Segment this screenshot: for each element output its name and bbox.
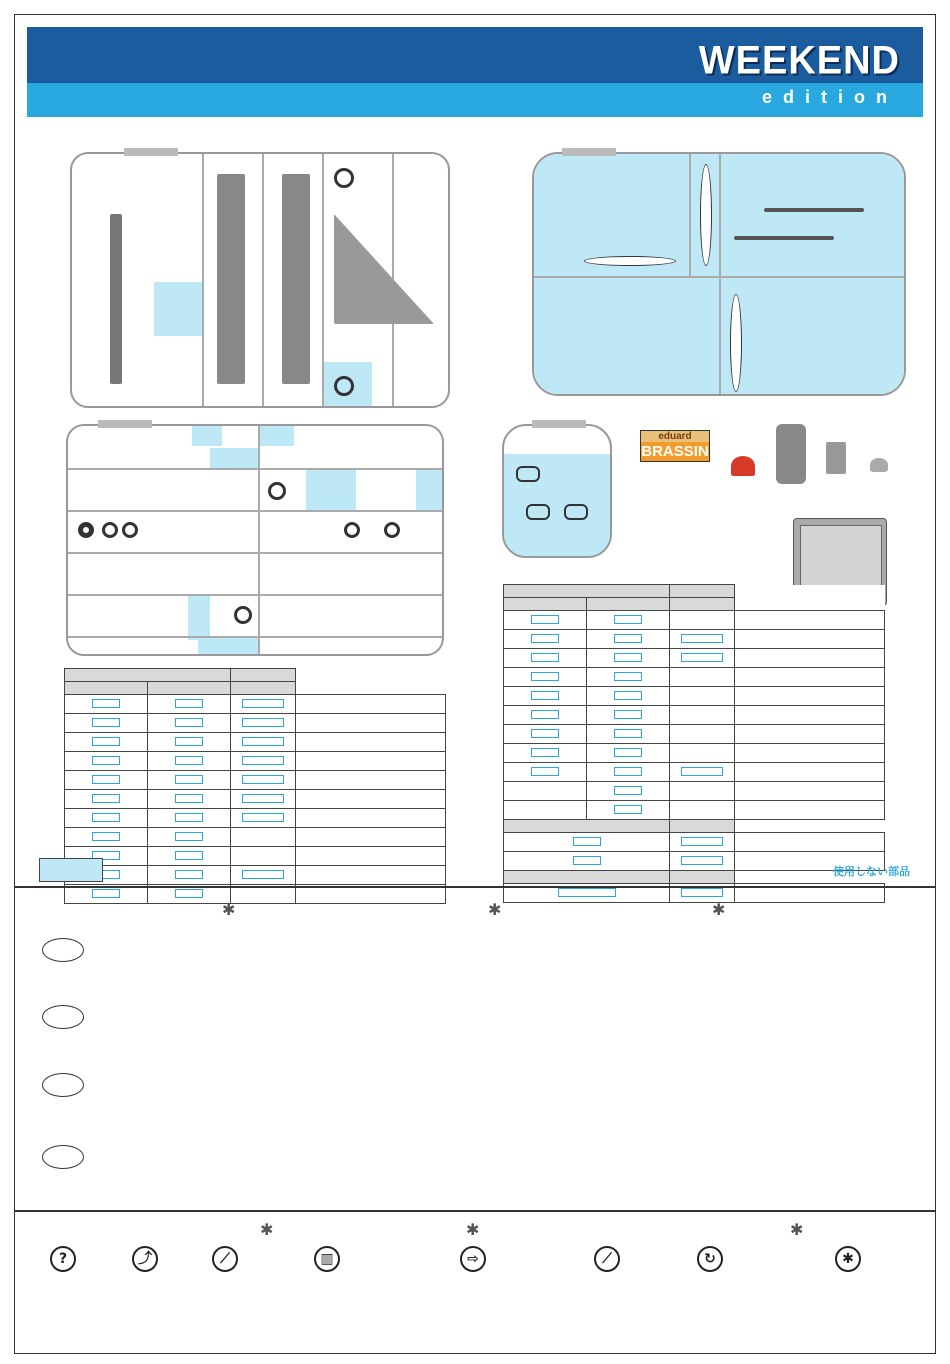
unused-parts-label: 使用しない部品: [833, 865, 910, 878]
sprue-b-tab: [562, 148, 616, 156]
help-icon: ?: [50, 1246, 76, 1272]
asterisk-icon: ✱: [222, 902, 236, 919]
cut-icon: ⟋: [212, 1246, 238, 1272]
sprue-a-tab: [124, 148, 178, 156]
resin-part-dome: [870, 458, 888, 472]
language-oval-4: [42, 1145, 84, 1169]
divider-1: [14, 886, 936, 888]
parts-table-right: [503, 584, 885, 903]
asterisk-icon: ✱: [466, 1222, 480, 1239]
sprue-a: [70, 152, 450, 408]
resin-part-red: [731, 456, 755, 476]
sand-icon: ▥: [314, 1246, 340, 1272]
brassin-logo: [640, 430, 710, 462]
reverse-icon: ⇨: [460, 1246, 486, 1272]
asterisk-icon: ✱: [790, 1222, 804, 1239]
divider-2: [14, 1210, 936, 1212]
language-oval-2: [42, 1005, 84, 1029]
language-oval-1: [42, 938, 84, 962]
logo-edition: edition: [762, 87, 898, 107]
knife-icon: ⟋: [594, 1246, 620, 1272]
brassin-bottom: BRASSIN: [641, 443, 709, 460]
bend-icon: ⤴: [132, 1246, 158, 1272]
unused-parts-swatch: [39, 858, 103, 882]
logo-weekend: WEEKEND: [698, 38, 900, 84]
asterisk-icon: ✱: [712, 902, 726, 919]
sprue-c-tab: [98, 420, 152, 428]
sprue-d-tab: [532, 420, 586, 428]
rotate-icon: ↻: [697, 1246, 723, 1272]
sprue-d: [502, 424, 612, 558]
resin-part-panel: [826, 442, 846, 474]
asterisk-icon: ✱: [488, 902, 502, 919]
sprue-c: [66, 424, 444, 656]
resin-part-seat: [776, 424, 806, 484]
star-icon: ✱: [835, 1246, 861, 1272]
sprue-b: [532, 152, 906, 396]
language-oval-3: [42, 1073, 84, 1097]
asterisk-icon: ✱: [260, 1222, 274, 1239]
parts-table-left: [64, 668, 446, 904]
brassin-top: eduard: [641, 431, 709, 442]
